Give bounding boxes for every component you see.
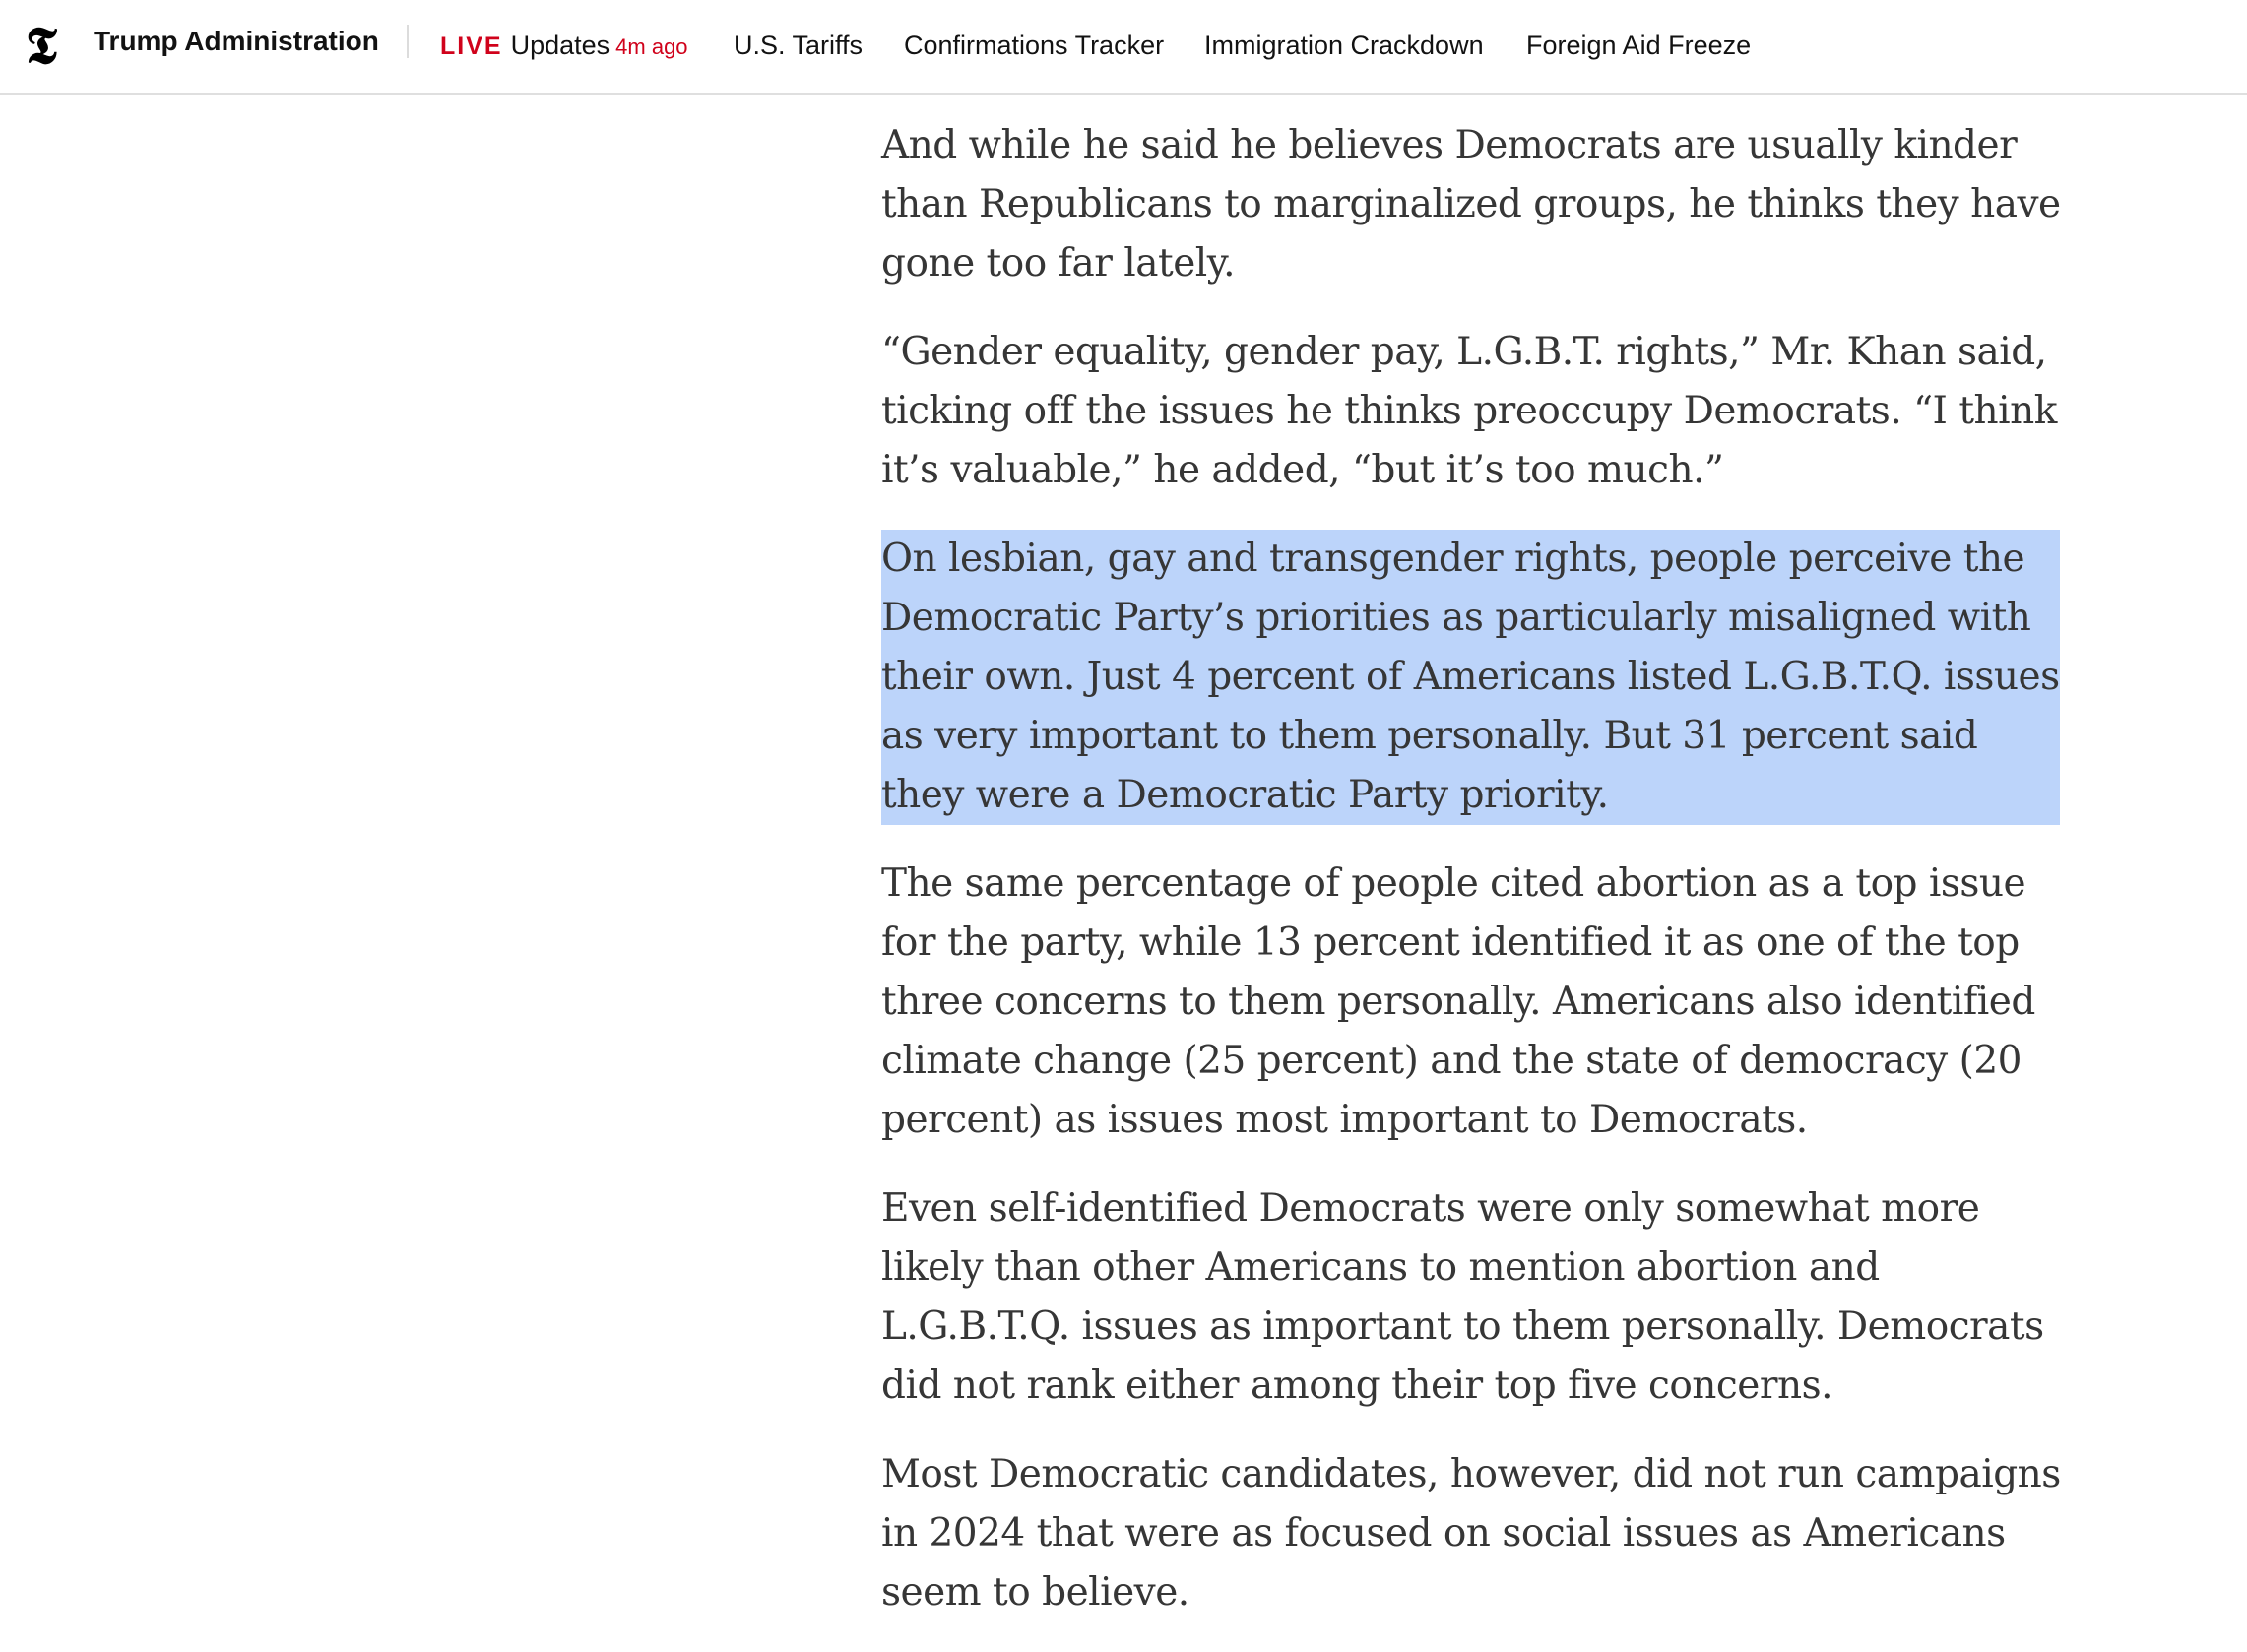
- article-paragraph: Even self-identified Democrats were only somewhat more likely than other Americans to mention abortion and L.G.B.T.Q. issues as important to them personally. Democrats did not rank either among their top five concerns.: [881, 1186, 2044, 1408]
- article-paragraph: Most Democratic candidates, however, did not run campaigns in 2024 that were as focused on social issues as Americans seem to believe.: [881, 1452, 2061, 1615]
- article-paragraph: “Gender equality, gender pay, L.G.B.T. rights,” Mr. Khan said, ticking off the issues he thinks preoccupy Democrats. “I think it’s valuable,” he added, “but it’s too much.”: [881, 330, 2057, 492]
- article-paragraph: The same percentage of people cited abortion as a top issue for the party, while 13 percent identified it as one of the top three concerns to them personally. Americans also identified climate change (25 percent) and the state of democracy (20 percent) as issues most important to Democrats.: [881, 861, 2035, 1142]
- nyt-logo-icon[interactable]: 𝕿: [26, 16, 57, 76]
- nav-link-confirmations-tracker[interactable]: Confirmations Tracker: [904, 31, 1165, 60]
- live-updates-link[interactable]: [440, 24, 688, 67]
- top-navigation-bar: [0, 0, 2247, 95]
- nav-link-foreign-aid-freeze[interactable]: Foreign Aid Freeze: [1526, 31, 1752, 60]
- nav-link-immigration-crackdown[interactable]: Immigration Crackdown: [1204, 31, 1484, 60]
- section-title[interactable]: Trump Administration: [94, 26, 379, 56]
- header-divider: [407, 25, 409, 58]
- article-paragraph: And while he said he believes Democrats are usually kinder than Republicans to marginalized groups, he thinks they have gone too far lately.: [881, 123, 2061, 286]
- live-badge: LIVE: [440, 32, 503, 60]
- nav-link-us-tariffs[interactable]: U.S. Tariffs: [734, 31, 864, 60]
- live-updates-label: Updates: [510, 31, 610, 60]
- article-paragraph-selected[interactable]: On lesbian, gay and transgender rights, people perceive the Democratic Party’s priorities as particularly misaligned with their own. Just 4 percent of Americans listed L.G.B.T.Q. issues as very important to them personally. But 31 percent said they were a Democratic Party priority.: [881, 530, 2060, 825]
- article-body: [881, 116, 2078, 1652]
- live-updates-time: 4m ago: [615, 34, 688, 59]
